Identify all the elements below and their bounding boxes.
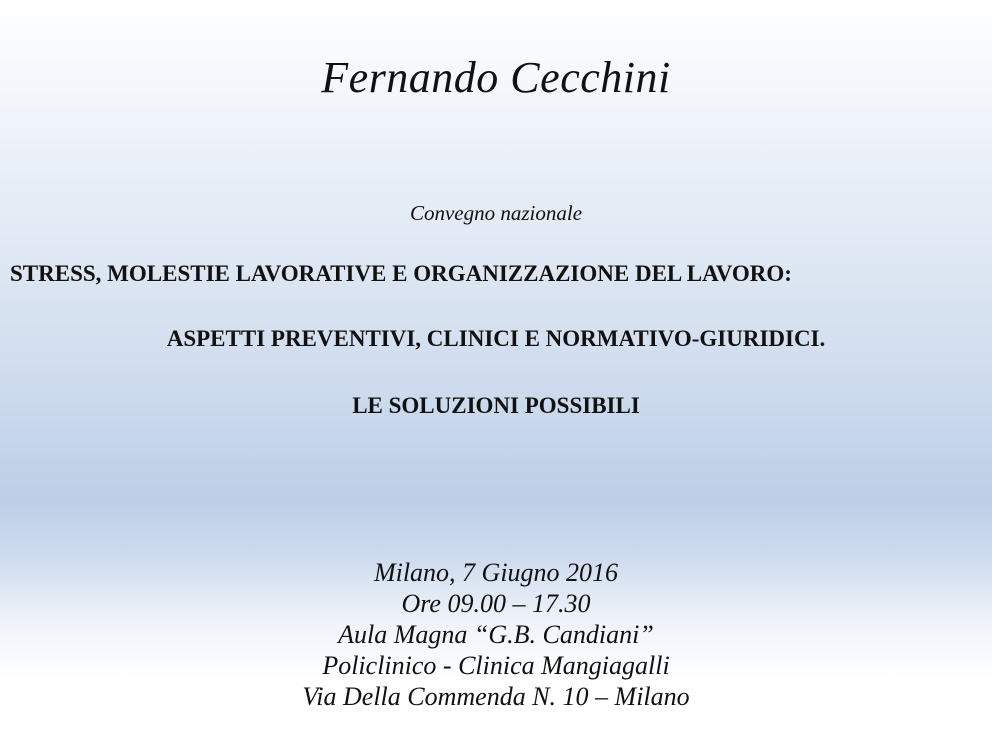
event-address: Via Della Commenda N. 10 – Milano [302, 682, 690, 711]
event-details [0, 557, 992, 712]
title-line-3: LE SOLUZIONI POSSIBILI [352, 393, 640, 418]
event-building: Policlinico - Clinica Mangiagalli [322, 651, 670, 680]
event-time: Ore 09.00 – 17.30 [401, 589, 591, 618]
event-venue: Aula Magna “G.B. Candiani” [338, 620, 654, 649]
event-date: Milano, 7 Giugno 2016 [373, 558, 619, 587]
author-name: Fernando Cecchini [321, 53, 671, 102]
event-type: Convegno nazionale [409, 201, 583, 225]
title-line-2: ASPETTI PREVENTIVI, CLINICI E NORMATIVO-GIURIDICI. [166, 326, 826, 351]
title-line-1: STRESS, MOLESTIE LAVORATIVE E ORGANIZZAZIONE DEL LAVORO: [10, 261, 792, 286]
